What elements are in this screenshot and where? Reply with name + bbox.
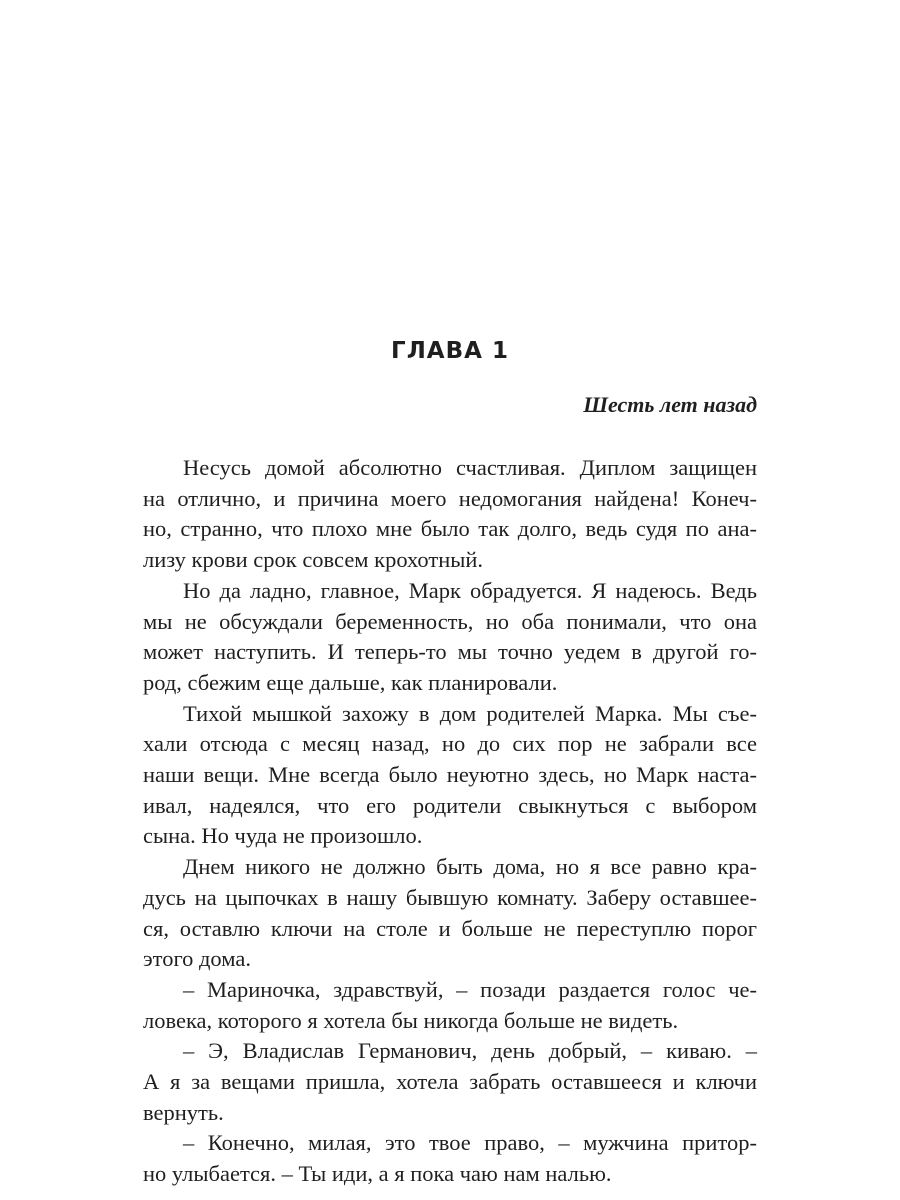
text-line: Несусь домой абсолютно счастливая. Диплом защищен: [183, 455, 757, 480]
text-line: ивал, надеялся, что его родители свыкнуться с выбором: [143, 792, 757, 818]
text-line: – Мариночка, здравствуй, – позади раздается голос че-: [183, 976, 757, 1002]
body-text: [143, 453, 757, 1190]
text-line: Тихой мышкой захожу в дом родителей Марка. Мы съе-: [183, 700, 757, 726]
text-line: лизу крови срок совсем крохотный.: [143, 547, 484, 573]
chapter-title: ГЛАВА 1: [391, 338, 509, 364]
text-line: Днем никого не должно быть дома, но я все равно кра-: [183, 854, 757, 880]
text-line: – Э, Владислав Германович, день добрый, – киваю. –: [183, 1038, 757, 1064]
text-line: Но да ладно, главное, Марк обрадуется. Я надеюсь. Ведь: [183, 577, 757, 603]
text-line: но улыбается. – Ты иди, а я пока чаю нам налью.: [143, 1161, 612, 1187]
text-line: дусь на цыпочках в нашу бывшую комнату. Заберу оставшее-: [143, 884, 757, 910]
text-line: род, сбежим еще дальше, как планировали.: [143, 669, 558, 695]
text-line: хали отсюда с месяц назад, но до сих пор не забрали все: [143, 731, 757, 757]
text-line: мы не обсуждали беременность, но оба понимали, что она: [143, 608, 757, 634]
text-line: сына. Но чуда не произошло.: [143, 823, 423, 849]
chapter-epigraph: Шесть лет назад: [583, 392, 757, 417]
text-line: – Конечно, милая, это твое право, – мужчина притор-: [183, 1130, 757, 1156]
text-line: А я за вещами пришла, хотела забрать оставшееся и ключи: [143, 1069, 757, 1095]
text-line: на отлично, и причина моего недомогания найдена! Конеч-: [143, 485, 757, 511]
text-line: этого дома.: [143, 946, 251, 972]
text-line: ловека, которого я хотела бы никогда больше не видеть.: [143, 1007, 679, 1033]
text-line: может наступить. И теперь-то мы точно уедем в другой го-: [143, 639, 757, 665]
text-line: ся, оставлю ключи на столе и больше не переступлю порог: [143, 915, 757, 941]
text-line: вернуть.: [143, 1099, 224, 1125]
text-line: наши вещи. Мне всегда было неуютно здесь, но Марк наста-: [143, 762, 757, 788]
text-line: но, странно, что плохо мне было так долго, ведь судя по ана-: [143, 516, 757, 542]
